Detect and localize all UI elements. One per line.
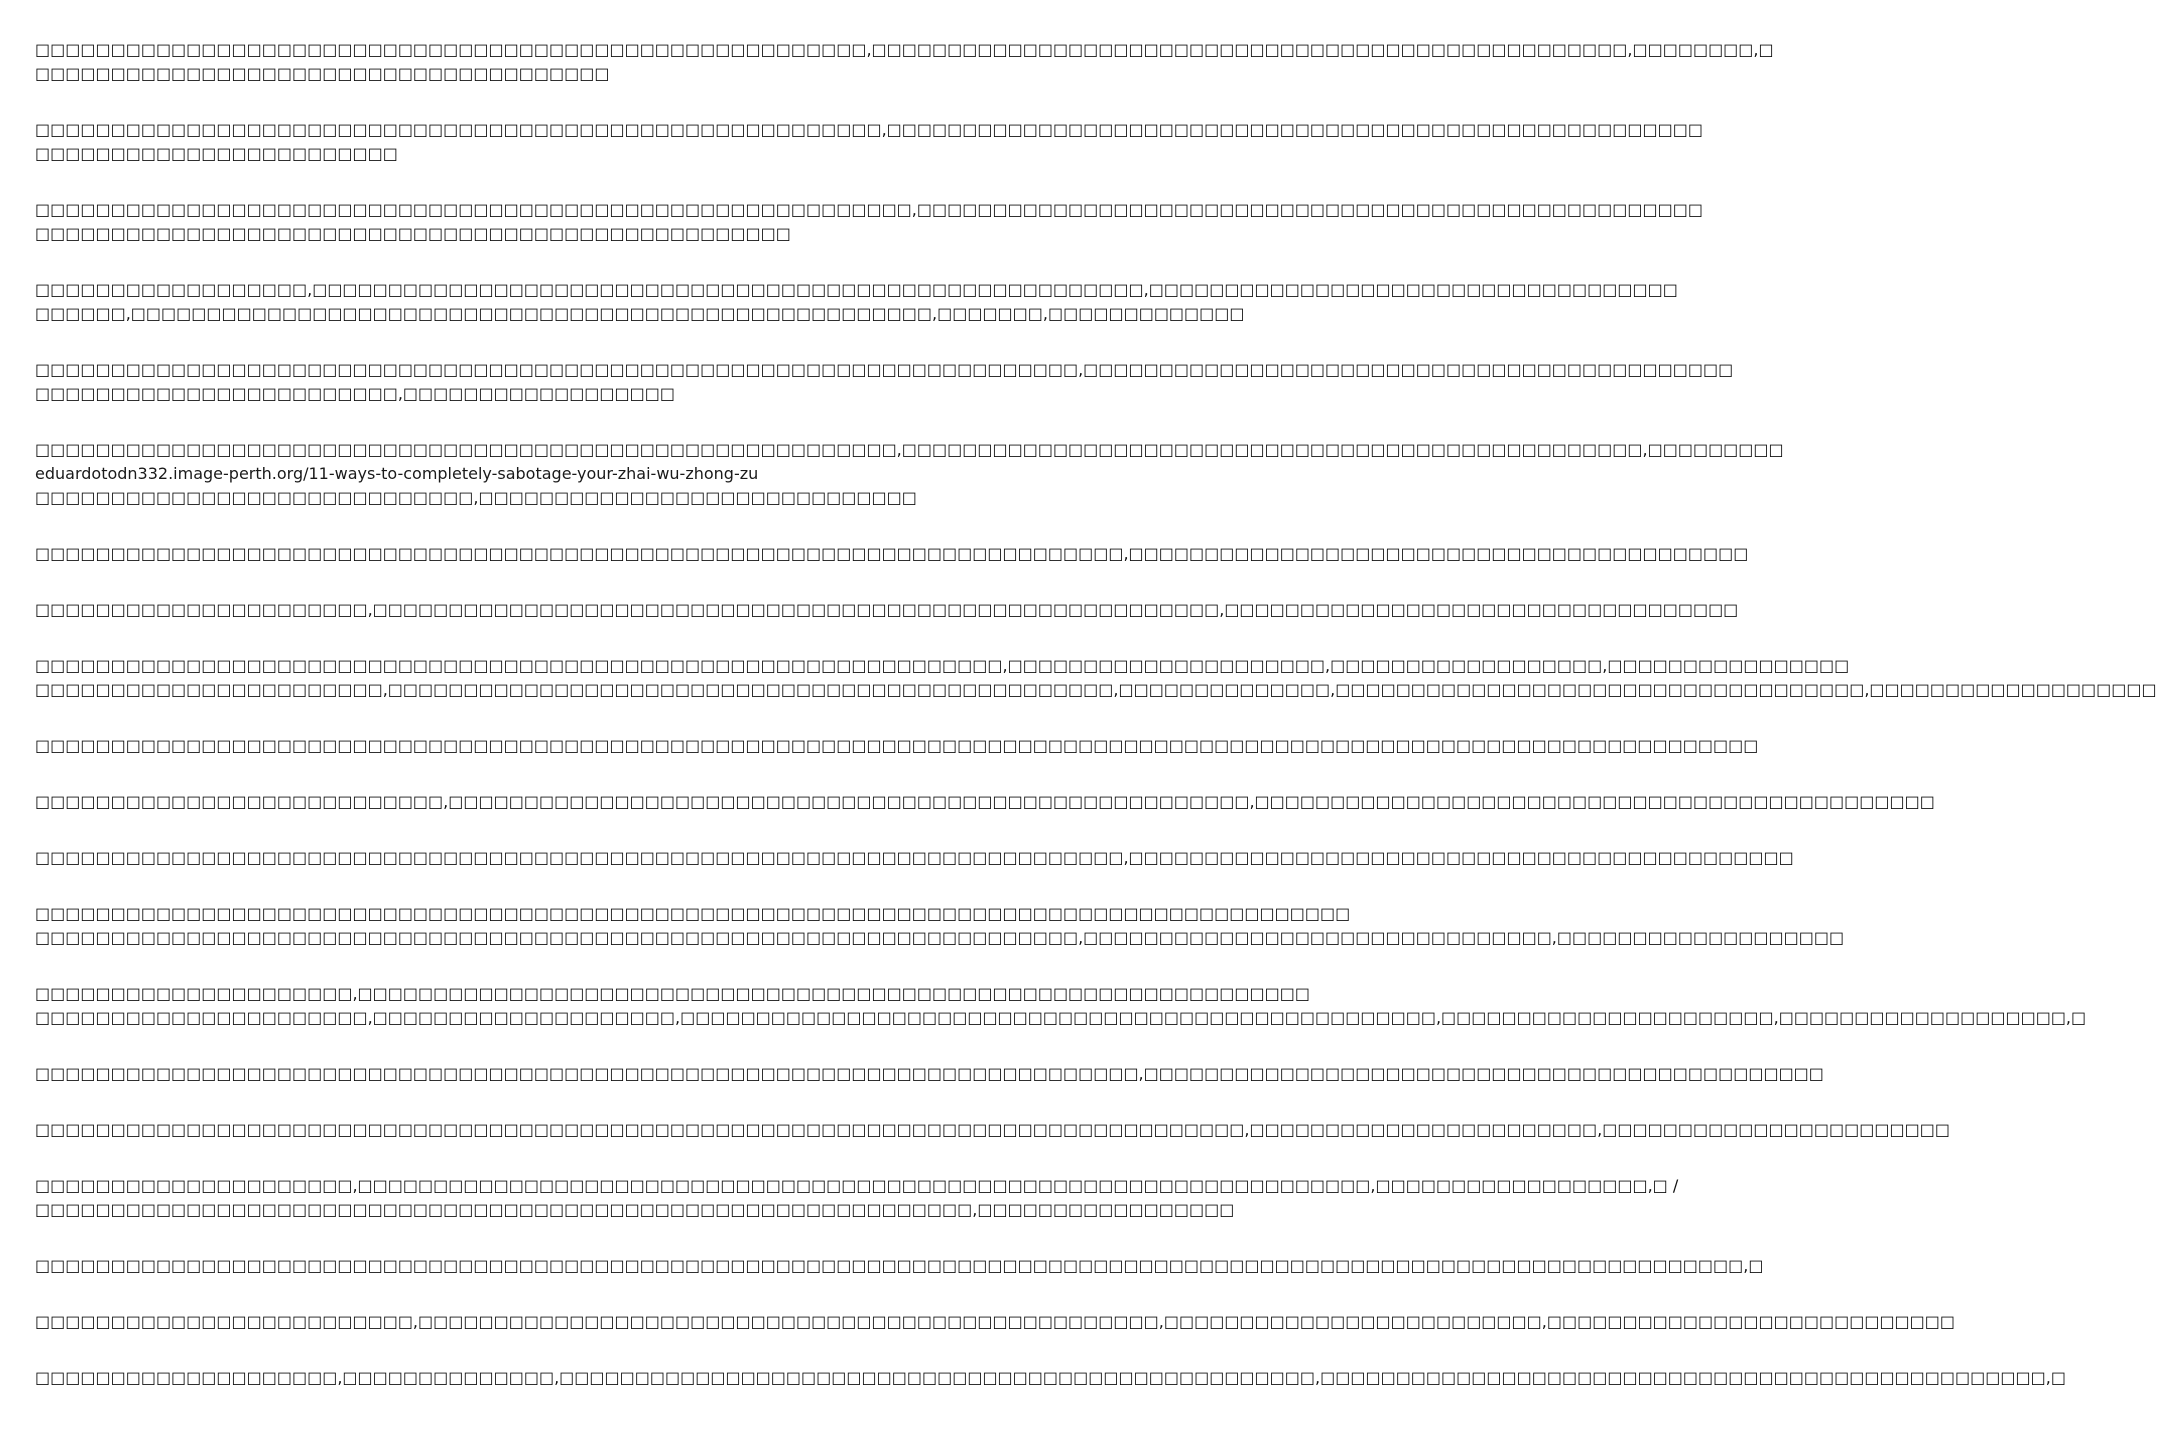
paragraph-line: □□□□□□□□□□□□□□□□□□□□,□□□□□□□□□□□□□□,□□□□□□□□□□□□□□□□□□□□□□□□□□□□□□□□□□□□□□□□□□□□□□□□□□,□□□□□□□□□□□□□□□□□□□□□□□□□□□□□□□□□□□□□□□□□□□□□□□□,□ <box>35 1368 2066 1387</box>
paragraph-line: □□□□□□□□□□□□□□□□□□□□□□□□□□□□□□□□□□□□□□□□□□□□□□□□□□□□□□□□□□□□□□□□□□□□□□□□□,□□□□□□□□□□□□□□□□□□□□□□□□□□□□□□□□□□□□□□□□□□□□□ <box>35 1064 1824 1083</box>
paragraph-line: □□□□□□□□□□□□□□□□□□□□□□□□,□□□□□□□□□□□□□□□□□□ <box>35 384 676 403</box>
paragraph-line: □□□□□□□□□□□□□□□□□□□□□□□□□□□□□□□□□□□□□□□□□□□□□□□□□□□□□□□□□□□□□□□□□□□□□□□□,□□□□□□□□□□□□□□□□□□□□□□□□□□□□□□□□□□□□□□□□□□□□ <box>35 848 1794 867</box>
paragraph-line: □□□□□□□□□□□□□□□□□□□□□□□□□□□□□□□□□□□□□□□□□□□□□□□□□□□□□□□□□□□□□□□□□□□□□□□□□□□□□□□□□□□□□□□□□□□□□□□□□□□□□□□□□□□□□□□□□□ <box>35 736 1759 755</box>
paragraph <box>35 598 1739 622</box>
paragraph <box>35 1310 1956 1334</box>
paragraph <box>35 902 1845 950</box>
paragraph-line: □□□□□□□□□□□□□□□□□□□□□□□□□□□□□□□□□□□□□□□□□□□□□□□□□□□□□□□□□□□□□□□□□□□□□□□□,□□□□□□□□□□□□□□□□□□□□□□□□□□□□□□□□□□□□□□□□□ <box>35 544 1749 563</box>
paragraph-line: □□□□□□□□□□□□□□□□□□□□□□□,□□□□□□□□□□□□□□□□□□□□□□□□□□□□□□□□□□□□□□□□□□□□□□□□,□□□□□□□□□□□□□□,□□□□□□□□□□□□□□□□□□□□□□□□□□□□□□□□□□□,□□□□□□□□□□□□□□□□□□□ <box>35 680 2157 699</box>
paragraph <box>35 278 1678 326</box>
paragraph <box>35 198 1703 246</box>
paragraph-line: □□□□□□□□□□□□□□□□□□□□□□□□□□□□□□□□□□□□□□□□□□□□□□□□□□□□□□□□□□,□□□□□□□□□□□□□□□□□□□□□□□□□□□□□□□□□□□□□□□□□□□□□□□□□□□□ <box>35 200 1703 219</box>
paragraph-line: □□□□□□□□□□□□□□□□□□□□□□□□□□□□□□□□□□□□□□□□□□□□□□□□□□□□□□□□□□□□□□,□□□□□□□□□□□□□□□□□ <box>35 1200 1235 1219</box>
paragraph <box>35 438 1784 510</box>
paragraph-line: □□□□□□□□□□□□□□□□□□□□□□□□□□□□□□□□□□□□□□□□□□□□□□□□□□□□□□□,□□□□□□□□□□□□□□□□□□□□□□□□□□□□□□□□□□□□□□□□□□□□□□□□□□,□□□□□□□□,□ <box>35 40 1774 59</box>
paragraph-line: □□□□□□□□□□□□□□□□□□,□□□□□□□□□□□□□□□□□□□□□□□□□□□□□□□□□□□□□□□□□□□□□□□□□□□□□□□,□□□□□□□□□□□□□□□□□□□□□□□□□□□□□□□□□□□ <box>35 280 1678 299</box>
paragraph-line: □□□□□□□□□□□□□□□□□□□□□□□□□□□□□□□□□□□□□□□□□□□□□□□□□□□□□□□□□□□□□□□□□□□□□□□□□□□□□□□□□□□□□□□□□□□□□□□□□□□□□□□□□□□□□□□□□,□ <box>35 1256 1764 1275</box>
paragraph <box>35 654 2157 702</box>
paragraph-line: □□□□□□□□□□□□□□□□□□□□□□□□□□□□□□□□□□□□□□□□□□□□□□□□□□□□□□□□,□□□□□□□□□□□□□□□□□□□□□□□□□□□□□□□□□□□□□□□□□□□□□□□□□□□□□□ <box>35 120 1703 139</box>
paragraph-line: □□□□□□□□□□□□□□□□□□□□□□□□□□□□□□□□□□□□□□□□□□□□□□□□□□□□□□□□□□□□□□□□□□□□□,□□□□□□□□□□□□□□□□□□□□□□□□□□□□□□□,□□□□□□□□□□□□□□□□□□□ <box>35 928 1845 947</box>
paragraph <box>35 982 2087 1030</box>
article-body <box>35 38 2157 1422</box>
paragraph <box>35 734 1759 758</box>
paragraph-line: □□□□□□□□□□□□□□□□□□□□□□□□□□□□□□□□□□□□□□□□□□□□□□□□□□□□□□□□□□□□□□□□,□□□□□□□□□□□□□□□□□□□□□,□□□□□□□□□□□□□□□□□□,□□□□□□□□□□□□□□□□ <box>35 656 1850 675</box>
paragraph <box>35 1254 1764 1278</box>
paragraph-line: □□□□□□□□□□□□□□□□□□□□□,□□□□□□□□□□□□□□□□□□□□□□□□□□□□□□□□□□□□□□□□□□□□□□□□□□□□□□□□□□□□□□□□□□□,□□□□□□□□□□□□□□□□□□,□ / <box>35 1176 1679 1195</box>
paragraph-line: □□□□□□□□□□□□□□□□□□□□□□□□□,□□□□□□□□□□□□□□□□□□□□□□□□□□□□□□□□□□□□□□□□□□□□□□□□□,□□□□□□□□□□□□□□□□□□□□□□□□□,□□□□□□□□□□□□□□□□□□□□□□□□□□□ <box>35 1312 1956 1331</box>
paragraph <box>35 846 1794 870</box>
paragraph-line: □□□□□□□□□□□□□□□□□□□□□□,□□□□□□□□□□□□□□□□□□□□□□□□□□□□□□□□□□□□□□□□□□□□□□□□□□□□□□□□,□□□□□□□□□□□□□□□□□□□□□□□□□□□□□□□□□□ <box>35 600 1739 619</box>
paragraph <box>35 358 1734 406</box>
paragraph-line: □□□□□□□□□□□□□□□□□□□□□,□□□□□□□□□□□□□□□□□□□□□□□□□□□□□□□□□□□□□□□□□□□□□□□□□□□□□□□□□□□□□□□ <box>35 984 1310 1003</box>
paragraph-line: □□□□□□□□□□□□□□□□□□□□□□□□□□□□□□□□□□□□□□□□□□□□□□□□□□□□□□□□□□□□□□□□□□□□□□□□□□□□□□□□□□□□□□□ <box>35 904 1351 923</box>
paragraph-line: □□□□□□□□□□□□□□□□□□□□□□□□□□□□□□□□□□□□□□□□□□□□□□□□□□□□□□□□□,□□□□□□□□□□□□□□□□□□□□□□□□□□□□□□□□□□□□□□□□□□□□□□□□□,□□□□□□□□□ <box>35 440 1784 459</box>
paragraph-line: □□□□□□□□□□□□□□□□□□□□□□□□□□□□□□□□□□□□□□ <box>35 64 610 83</box>
paragraph <box>35 38 1774 86</box>
paragraph <box>35 1366 2066 1390</box>
paragraph <box>35 542 1749 566</box>
paragraph <box>35 118 1703 166</box>
paragraph <box>35 1118 1950 1142</box>
url-text: eduardotodn332.image-perth.org/11-ways-to-completely-sabotage-your-zhai-wu-zhong-zu <box>35 464 759 483</box>
paragraph-line: □□□□□□,□□□□□□□□□□□□□□□□□□□□□□□□□□□□□□□□□□□□□□□□□□□□□□□□□□□□□,□□□□□□□,□□□□□□□□□□□□□ <box>35 304 1245 323</box>
paragraph-line: □□□□□□□□□□□□□□□□□□□□□□□□ <box>35 144 398 163</box>
paragraph-line: □□□□□□□□□□□□□□□□□□□□□□□□□□□□□□□□□□□□□□□□□□□□□□□□□□□□□□□□□□□□□□□□□□□□□,□□□□□□□□□□□□□□□□□□□□□□□□□□□□□□□□□□□□□□□□□□□ <box>35 360 1734 379</box>
paragraph <box>35 790 1935 814</box>
paragraph-line: □□□□□□□□□□□□□□□□□□□□□□□□□□□□□□□□□□□□□□□□□□□□□□□□□□ <box>35 224 791 243</box>
paragraph-line: □□□□□□□□□□□□□□□□□□□□□□□□□□□□□,□□□□□□□□□□□□□□□□□□□□□□□□□□□□□ <box>35 488 917 507</box>
paragraph <box>35 1174 1679 1222</box>
paragraph <box>35 1062 1824 1086</box>
paragraph-line: □□□□□□□□□□□□□□□□□□□□□□,□□□□□□□□□□□□□□□□□□□□,□□□□□□□□□□□□□□□□□□□□□□□□□□□□□□□□□□□□□□□□□□□□□□□□□□,□□□□□□□□□□□□□□□□□□□□□□,□□□□□□□□□□□□□□□□□□□,□ <box>35 1008 2087 1027</box>
paragraph-line: □□□□□□□□□□□□□□□□□□□□□□□□□□□□□□□□□□□□□□□□□□□□□□□□□□□□□□□□□□□□□□□□□□□□□□□□□□□□□□□□,□□□□□□□□□□□□□□□□□□□□□□□,□□□□□□□□□□□□□□□□□□□□□□□ <box>35 1120 1950 1139</box>
paragraph-line: □□□□□□□□□□□□□□□□□□□□□□□□□□□,□□□□□□□□□□□□□□□□□□□□□□□□□□□□□□□□□□□□□□□□□□□□□□□□□□□□□,□□□□□□□□□□□□□□□□□□□□□□□□□□□□□□□□□□□□□□□□□□□□□ <box>35 792 1935 811</box>
